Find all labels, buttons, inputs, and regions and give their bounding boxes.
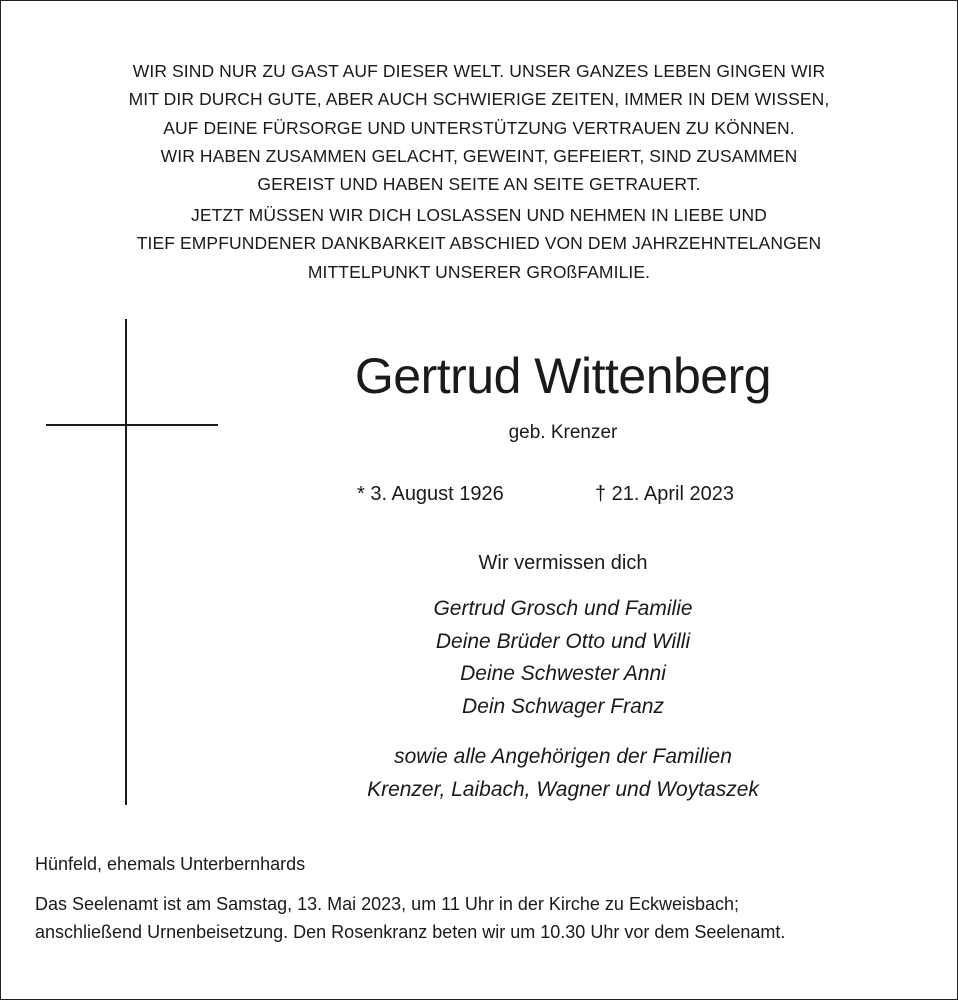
verse-paragraph-1 xyxy=(41,57,917,198)
mourners-group-1 xyxy=(263,593,863,723)
place-line: Hünfeld, ehemals Unterbernhards xyxy=(35,854,306,874)
birth-date: * 3. August 1926 xyxy=(357,483,504,505)
verse-line: MITTELPUNKT UNSERER GROßFAMILIE. xyxy=(307,261,651,282)
verse-line: AUF DEINE FÜRSORGE UND UNTERSTÜTZUNG VERTRAUEN ZU KÖNNEN. xyxy=(163,117,795,138)
deceased-name: Gertrud Wittenberg xyxy=(354,348,772,404)
cross-vertical-bar xyxy=(125,319,127,805)
death-date: † 21. April 2023 xyxy=(595,483,734,505)
service-line: Das Seelenamt ist am Samstag, 13. Mai 2023, um 11 Uhr in der Kirche zu Eckweisbach; xyxy=(35,894,739,914)
miss-line: Wir vermissen dich xyxy=(478,552,648,574)
verse-line: MIT DIR DURCH GUTE, ABER AUCH SCHWIERIGE ZEITEN, IMMER IN DEM WISSEN, xyxy=(128,89,830,110)
born-name: geb. Krenzer xyxy=(508,422,618,443)
cross-horizontal-bar xyxy=(46,424,218,426)
verse-line: WIR HABEN ZUSAMMEN GELACHT, GEWEINT, GEFEIERT, SIND ZUSAMMEN xyxy=(160,145,798,166)
verse-line: JETZT MÜSSEN WIR DICH LOSLASSEN UND NEHMEN IN LIEBE UND xyxy=(191,205,767,225)
verse-line: TIEF EMPFUNDENER DANKBARKEIT ABSCHIED VON DEM JAHRZEHNTELANGEN xyxy=(136,233,822,254)
mourner-line: sowie alle Angehörigen der Familien xyxy=(394,745,732,768)
mourners-group-2 xyxy=(263,741,863,806)
mourner-line: Deine Brüder Otto und Willi xyxy=(435,629,691,653)
verse-line: WIR SIND NUR ZU GAST AUF DIESER WELT. UNSER GANZES LEBEN GINGEN WIR xyxy=(132,61,826,81)
mourner-line: Krenzer, Laibach, Wagner und Woytaszek xyxy=(367,777,759,801)
verse-paragraph-2 xyxy=(41,201,917,286)
verse-line: GEREIST UND HABEN SEITE AN SEITE GETRAUERT. xyxy=(257,174,701,195)
mourner-line: Gertrud Grosch und Familie xyxy=(433,597,693,620)
service-line: anschließend Urnenbeisetzung. Den Rosenkranz beten wir um 10.30 Uhr vor dem Seelenamt. xyxy=(35,922,786,942)
service-info xyxy=(35,890,935,946)
mourner-line: Dein Schwager Franz xyxy=(462,694,664,718)
mourner-line: Deine Schwester Anni xyxy=(460,662,666,685)
